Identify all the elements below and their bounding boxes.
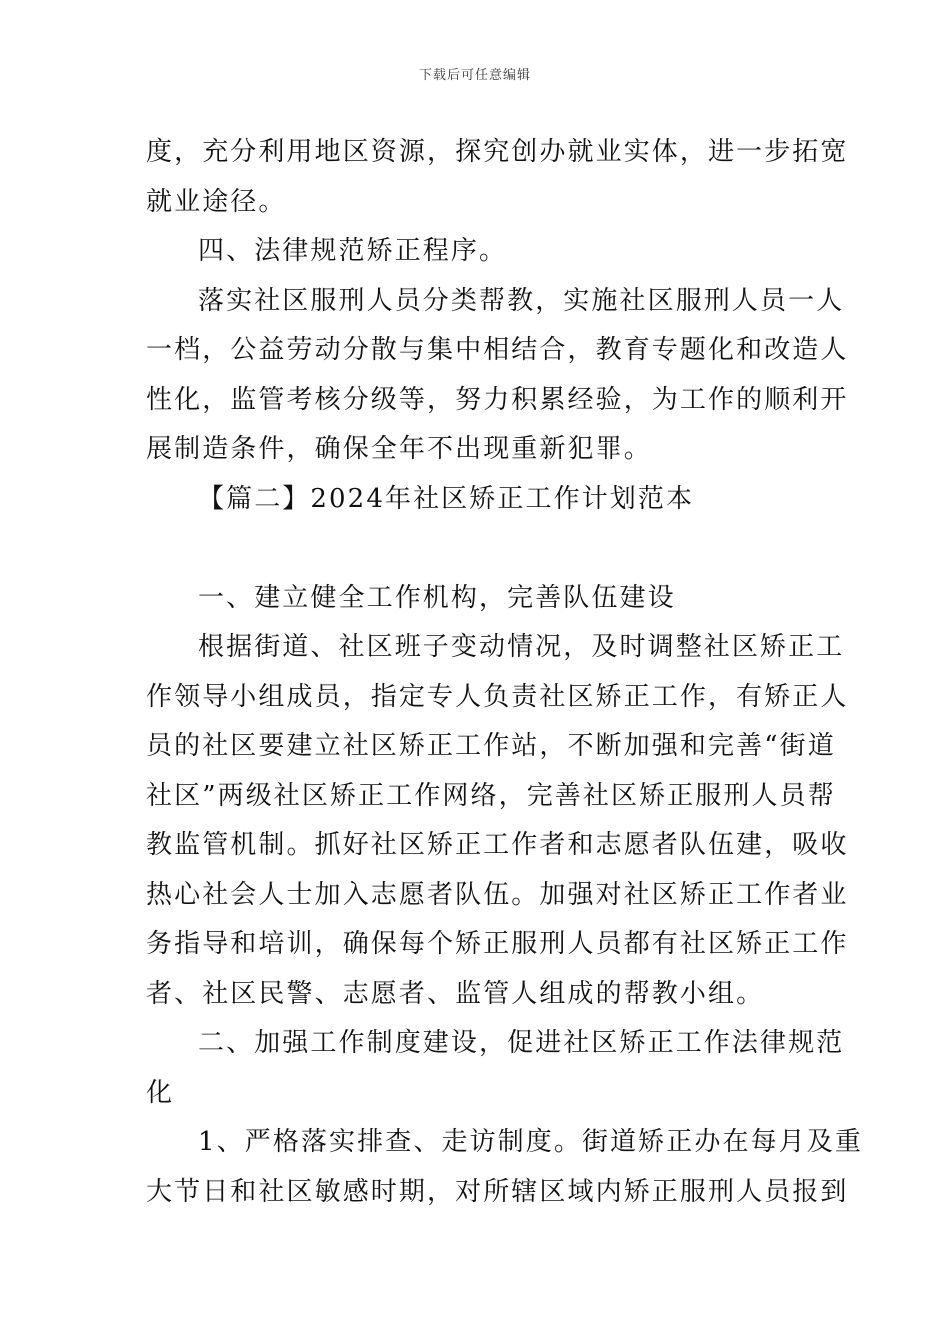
text-line: 者、社区民警、志愿者、监管人组成的帮教小组。 (146, 978, 765, 1009)
text-line: 热心社会人士加入志愿者队伍。加强对社区矫正工作者业 (146, 879, 849, 910)
article-title: 【篇二】2024年社区矫正工作计划范本 (198, 483, 695, 514)
text-line: 1、严格落实排查、走访制度。街道矫正办在每月及重 (198, 1127, 863, 1157)
text-line: 落实社区服刑人员分类帮教，实施社区服刑人员一人 (198, 285, 845, 316)
text-line: 大节日和社区敏感时期，对所辖区域内矫正服刑人员报到 (146, 1176, 849, 1207)
section-heading: 二、加强工作制度建设，促进社区矫正工作法律规范 (198, 1028, 845, 1058)
text-line: 社区”两级社区矫正工作网络，完善社区矫正服刑人员帮 (146, 780, 836, 811)
page-header-note: 下载后可任意编辑 (418, 68, 531, 83)
blank-line (146, 524, 806, 574)
text-line: 度，充分利用地区资源，探究创办就业实体，进一步拓宽 (146, 137, 849, 167)
text-line: 一档，公益劳动分散与集中相结合，教育专题化和改造人 (146, 335, 849, 365)
text-line: 性化，监管考核分级等，努力积累经验，为工作的顺利开 (146, 384, 849, 415)
section-heading: 四、法律规范矫正程序。 (198, 236, 508, 266)
document-body (146, 128, 863, 1217)
text-line: 作领导小组成员，指定专人负责社区矫正工作，有矫正人 (146, 681, 849, 712)
text-line: 根据街道、社区班子变动情况，及时调整社区矫正工 (198, 632, 845, 662)
text-line: 化 (146, 1077, 175, 1108)
text-line: 展制造条件，确保全年不出现重新犯罪。 (146, 434, 652, 464)
text-line: 就业途径。 (146, 186, 287, 217)
text-line: 教监管机制。抓好社区矫正工作者和志愿者队伍建，吸收 (146, 830, 849, 860)
text-line: 员的社区要建立社区矫正工作站，不断加强和完善“街道 (146, 731, 836, 761)
text-line: 务指导和培训，确保每个矫正服刑人员都有社区矫正工作 (146, 929, 849, 959)
section-heading: 一、建立健全工作机构，完善队伍建设 (198, 582, 676, 613)
